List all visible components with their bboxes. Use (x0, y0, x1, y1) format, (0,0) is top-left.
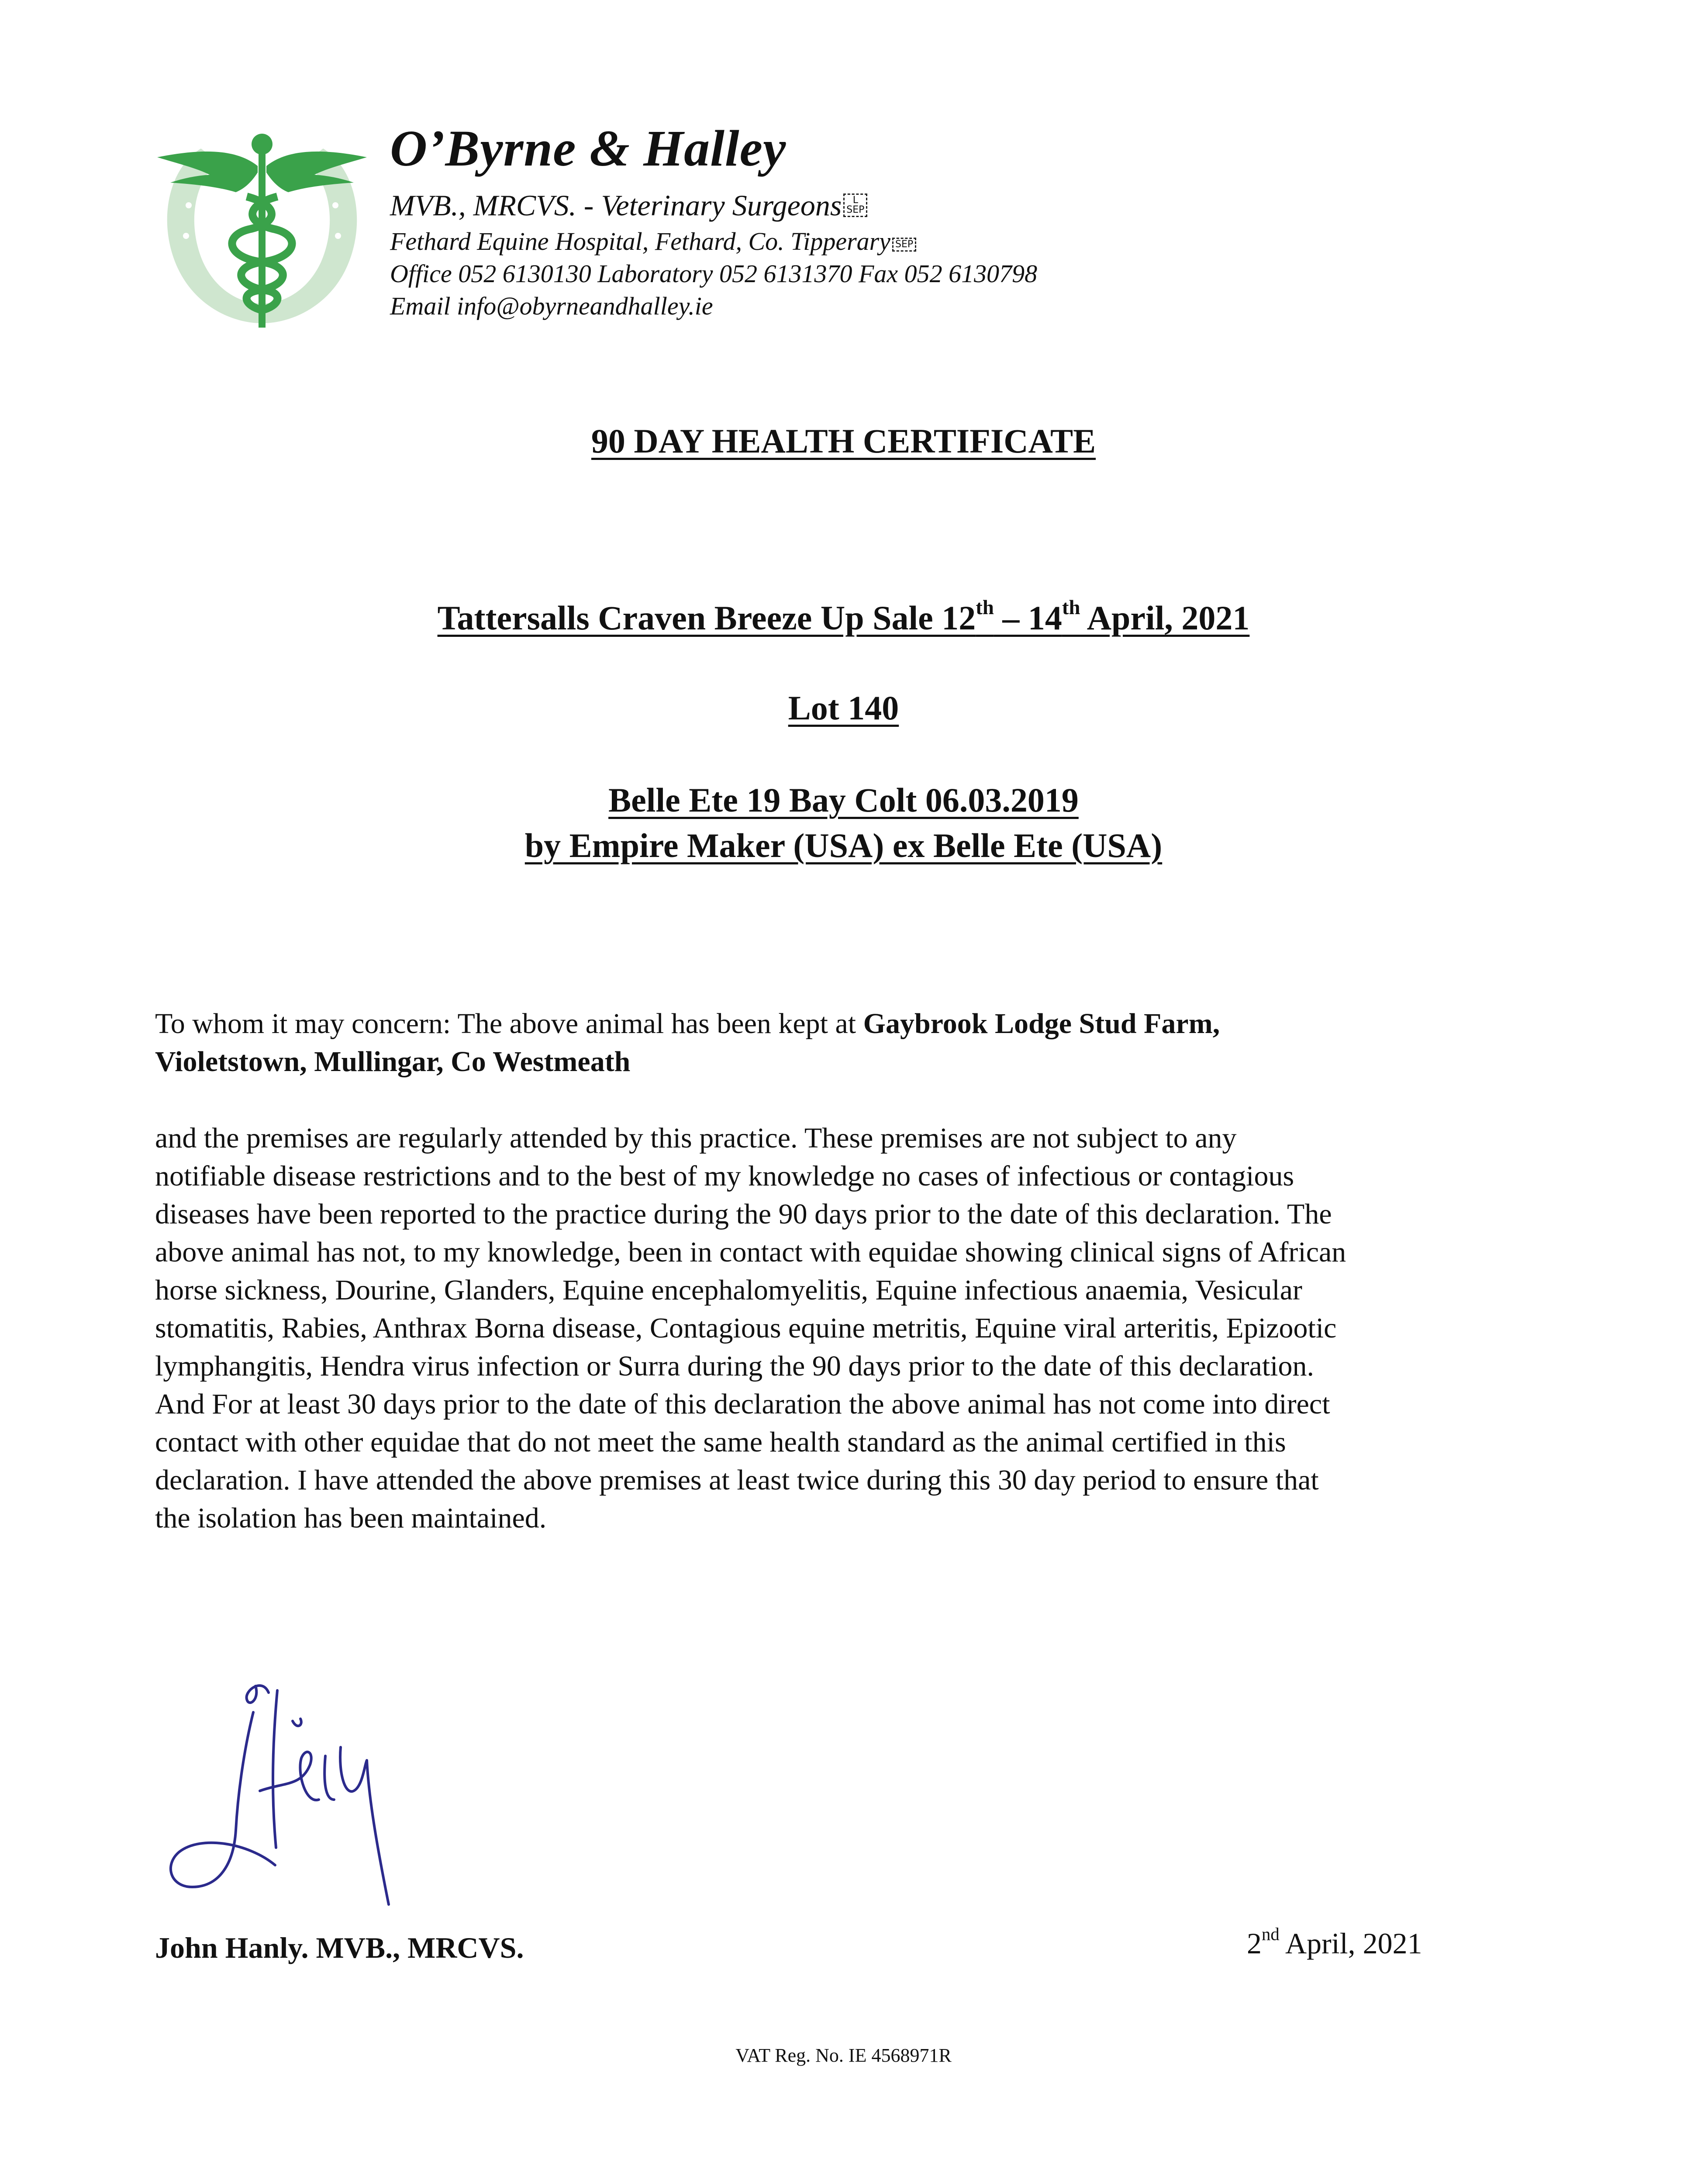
phone-line: Office 052 6130130 Laboratory 052 6131370 Fax 052 6130798 (390, 259, 1038, 288)
date-rest: April, 2021 (1279, 1927, 1422, 1960)
horse-line-1: Belle Ete 19 Bay Colt 06.03.2019 (608, 781, 1079, 819)
declaration-line: the isolation has been maintained. (155, 1502, 547, 1534)
caduceus-horseshoe-logo (148, 131, 376, 332)
signature-date (1247, 1926, 1422, 1961)
sale-sup-1: th (976, 596, 994, 619)
certificate-title: 90 DAY HEALTH CERTIFICATE (591, 422, 1096, 460)
sale-mid: – 14 (994, 599, 1062, 637)
sep-glyph-top: L (852, 194, 858, 206)
declaration-line: and the premises are regularly attended by this practice. These premises are not subject to any (155, 1122, 1237, 1154)
qualifications-line (390, 190, 1438, 220)
vat-number: VAT Reg. No. IE 4568971R (735, 2045, 952, 2066)
lot-number: Lot 140 (788, 689, 899, 727)
declaration-line: contact with other equidae that do not meet the same health standard as the animal certified in this (155, 1426, 1286, 1458)
declaration-paragraph (155, 1119, 1552, 1537)
declaration-line: lymphangitis, Hendra virus infection or Surra during the 90 days prior to the date of this declaration. (155, 1350, 1314, 1382)
horse-line-2: by Empire Maker (USA) ex Belle Ete (USA) (524, 826, 1163, 864)
practice-name: O’Byrne & Halley (390, 120, 787, 177)
date-day: 2 (1247, 1927, 1262, 1960)
letterhead (390, 119, 1438, 322)
sep-glyph: SEP (892, 238, 916, 252)
declaration-line: stomatitis, Rabies, Anthrax Borna disease, Contagious equine metritis, Equine viral arteritis, Epizootic (155, 1312, 1337, 1344)
declaration-line: And For at least 30 days prior to the date of this declaration the above animal has not come into direct (155, 1388, 1330, 1420)
sale-title (0, 598, 1687, 638)
premises-name: Gaybrook Lodge Stud Farm, (863, 1008, 1220, 1040)
sale-prefix: Tattersalls Craven Breeze Up Sale 12 (437, 599, 976, 637)
sale-suffix: April, 2021 (1080, 599, 1250, 637)
sep-glyph (843, 194, 867, 217)
address-line (390, 225, 1438, 258)
intro-plain: To whom it may concern: The above animal has been kept at (155, 1008, 863, 1040)
declaration-line: notifiable disease restrictions and to the best of my knowledge no cases of infectious or contagious (155, 1160, 1294, 1192)
address-text: Fethard Equine Hospital, Fethard, Co. Tipperary (390, 227, 890, 256)
email-line: Email info@obyrneandhalley.ie (390, 292, 713, 321)
horse-details (0, 778, 1687, 868)
sale-sup-2: th (1062, 596, 1080, 619)
handwritten-signature (162, 1660, 432, 1931)
sep-glyph-bottom: SEP (846, 204, 865, 215)
declaration-line: horse sickness, Dourine, Glanders, Equine encephalomyelitis, Equine infectious anaemia, Vesicular (155, 1274, 1303, 1306)
premises-address: Violetstown, Mullingar, Co Westmeath (155, 1046, 631, 1078)
date-sup: nd (1262, 1924, 1280, 1944)
declaration-line: diseases have been reported to the practice during the 90 days prior to the date of this declaration. The (155, 1198, 1332, 1230)
intro-paragraph (155, 1005, 1552, 1081)
signer-name: John Hanly. MVB., MRCVS. (155, 1931, 524, 1964)
declaration-line: above animal has not, to my knowledge, been in contact with equidae showing clinical signs of African (155, 1236, 1346, 1268)
qualifications-text: MVB., MRCVS. - Veterinary Surgeons (390, 188, 842, 222)
declaration-line: declaration. I have attended the above premises at least twice during this 30 day period to ensure that (155, 1464, 1319, 1496)
